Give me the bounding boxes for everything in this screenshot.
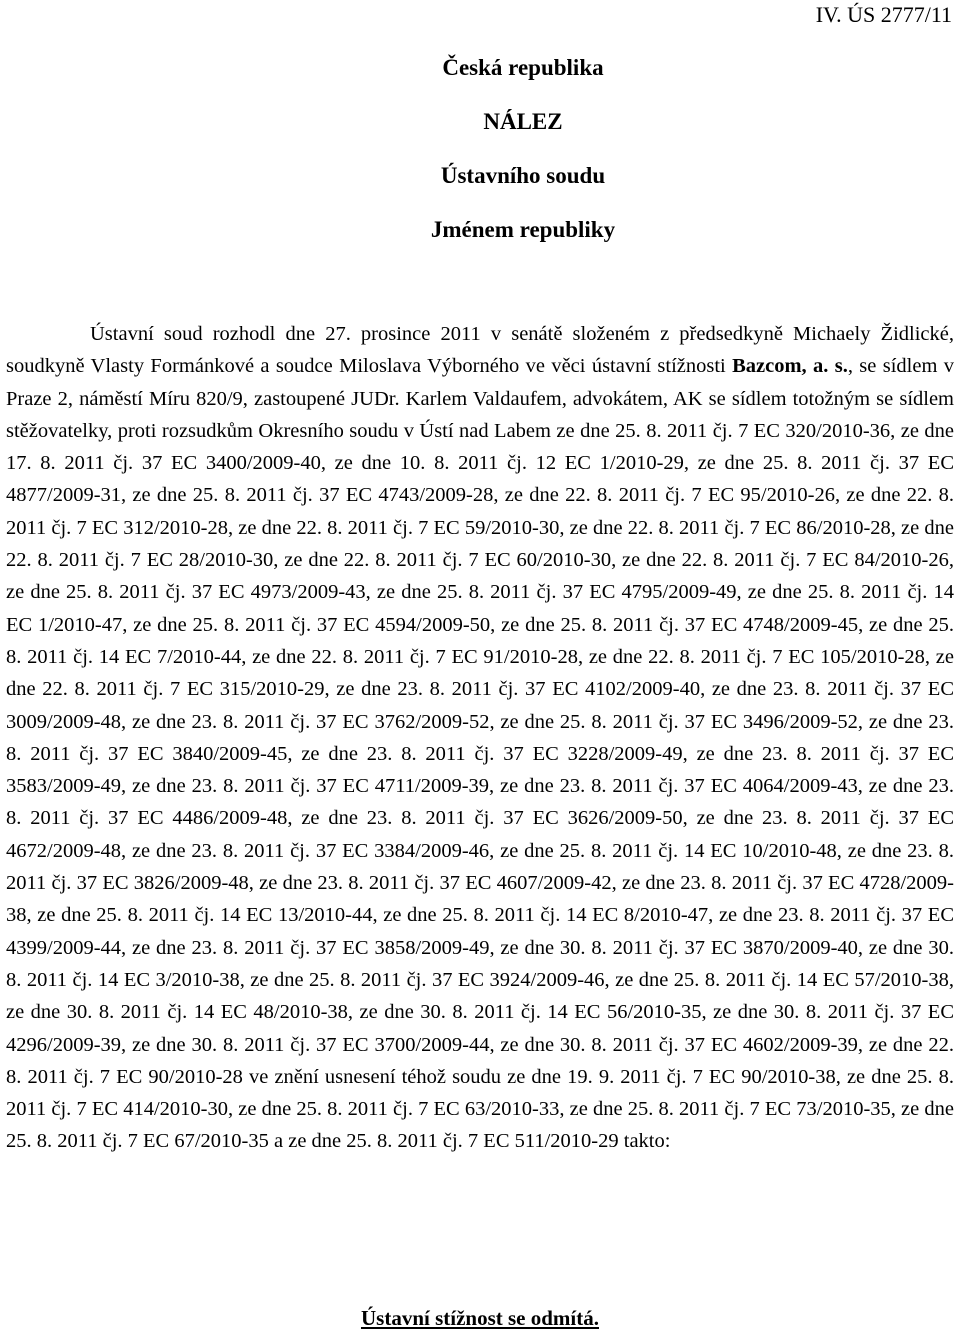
- file-number: IV. ÚS 2777/11: [815, 2, 952, 27]
- verdict-statement: Ústavní stížnost se odmítá.: [360, 1306, 599, 1330]
- document-type-heading: NÁLEZ: [483, 109, 563, 134]
- decision-paragraph: [6, 318, 954, 1158]
- court-heading: Ústavního soudu: [440, 163, 606, 188]
- intro-text: Ústavní soud rozhodl dne 27. prosince 2011 v senátě složeném z předsedkyně Michaely Židlické, soudkyně Vlasty Formánkové a soudce Miloslava Výborného ve věci ústavní stížnosti: [6, 323, 954, 378]
- decision-body: [6, 318, 954, 1158]
- invocation-heading: Jménem republiky: [430, 217, 616, 242]
- complainant-name: Bazcom, a. s.: [732, 355, 848, 378]
- state-heading: Česká republika: [442, 55, 604, 80]
- decision-text: , se sídlem v Praze 2, náměstí Míru 820/9, zastoupené JUDr. Karlem Valdaufem, advokátem, AK se sídlem totožným se sídlem stěžovatelky, proti rozsudkům Okresního soudu v Ústí nad Labem ze dne 25. 8. 2011 čj. 7 EC 320/2010-36, ze dne 17. 8. 2011 čj. 37 EC 3400/2009-40, ze dne 10. 8. 2011 čj. 12 EC 1/2010-29, ze dne 25. 8. 2011 čj. 37 EC 4877/2009-31, ze dne 25. 8. 2011 čj. 37 EC 4743/2009-28, ze dne 22. 8. 2011 čj. 7 EC 95/2010-26, ze dne 22. 8. 2011 čj. 7 EC 312/2010-28, ze dne 22. 8. 2011 čj. 7 EC 59/2010-30, ze dne 22. 8. 2011 čj. 7 EC 86/2010-28, ze dne 22. 8. 2011 čj. 7 EC 28/2010-30, ze dne 22. 8. 2011 čj. 7 EC 60/2010-30, ze dne 22. 8. 2011 čj. 7 EC 84/2010-26, ze dne 25. 8. 2011 čj. 37 EC 4973/2009-43, ze dne 25. 8. 2011 čj. 37 EC 4795/2009-49, ze dne 25. 8. 2011 čj. 14 EC 1/2010-47, ze dne 25. 8. 2011 čj. 37 EC 4594/2009-50, ze dne 25. 8. 2011 čj. 37 EC 4748/2009-45, ze dne 25. 8. 2011 čj. 14 EC 7/2010-44, ze dne 22. 8. 2011 čj. 7 EC 91/2010-28, ze dne 22. 8. 2011 čj. 7 EC 105/2010-28, ze dne 22. 8. 2011 čj. 7 EC 315/2010-29, ze dne 23. 8. 2011 čj. 37 EC 4102/2009-40, ze dne 23. 8. 2011 čj. 37 EC 3009/2009-48, ze dne 23. 8. 2011 čj. 37 EC 3762/2009-52, ze dne 25. 8. 2011 čj. 37 EC 3496/2009-52, ze dne 23. 8. 2011 čj. 37 EC 3840/2009-45, ze dne 23. 8. 2011 čj. 37 EC 3228/2009-49, ze dne 23. 8. 2011 čj. 37 EC 3583/2009-49, ze dne 23. 8. 2011 čj. 37 EC 4711/2009-39, ze dne 23. 8. 2011 čj. 37 EC 4064/2009-43, ze dne 23. 8. 2011 čj. 37 EC 4486/2009-48, ze dne 23. 8. 2011 čj. 37 EC 3626/2009-50, ze dne 23. 8. 2011 čj. 37 EC 4672/2009-48, ze dne 23. 8. 2011 čj. 37 EC 3384/2009-46, ze dne 25. 8. 2011 čj. 14 EC 10/2010-48, ze dne 23. 8. 2011 čj. 37 EC 3826/2009-48, ze dne 23. 8. 2011 čj. 37 EC 4607/2009-42, ze dne 23. 8. 2011 čj. 37 EC 4728/2009-38, ze dne 25. 8. 2011 čj. 14 EC 13/2010-44, ze dne 25. 8. 2011 čj. 14 EC 8/2010-47, ze dne 23. 8. 2011 čj. 37 EC 4399/2009-44, ze dne 23. 8. 2011 čj. 37 EC 3858/2009-49, ze dne 30. 8. 2011 čj. 37 EC 3870/2009-40, ze dne 30. 8. 2011 čj. 14 EC 3/2010-38, ze dne 25. 8. 2011 čj. 37 EC 3924/2009-46, ze dne 25. 8. 2011 čj. 14 EC 57/2010-38, ze dne 30. 8. 2011 čj. 14 EC 48/2010-38, ze dne 30. 8. 2011 čj. 14 EC 56/2010-35, ze dne 30. 8. 2011 čj. 37 EC 4296/2009-39, ze dne 30. 8. 2011 čj. 37 EC 3700/2009-44, ze dne 30. 8. 2011 čj. 37 EC 4602/2009-39, ze dne 22. 8. 2011 čj. 7 EC 90/2010-28 ve znění usnesení téhož soudu ze dne 19. 9. 2011 čj. 7 EC 90/2010-38, ze dne 25. 8. 2011 čj. 7 EC 414/2010-30, ze dne 25. 8. 2011 čj. 7 EC 63/2010-33, ze dne 25. 8. 2011 čj. 7 EC 73/2010-35, ze dne 25. 8. 2011 čj. 7 EC 67/2010-35 a ze dne 25. 8. 2011 čj. 7 EC 511/2010-29 takto:: [6, 355, 954, 1153]
